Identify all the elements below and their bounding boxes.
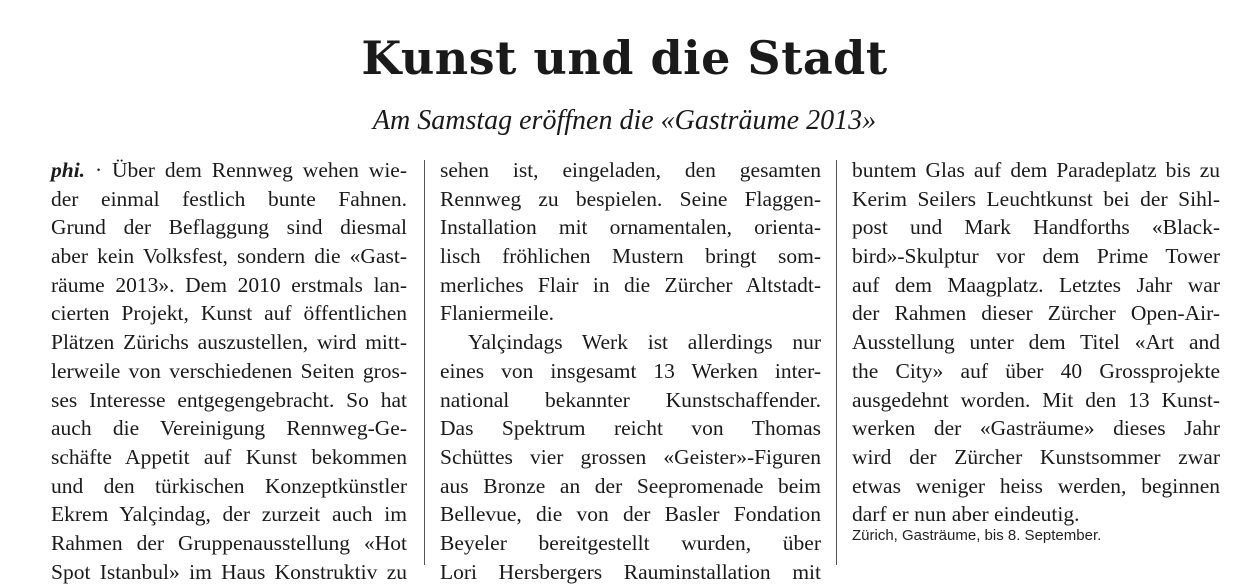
column-line-text: · Über dem Rennweg wehen wie- [85,158,407,182]
column-line: sehen ist, eingeladen, den gesamten [440,158,821,182]
headline: Kunst und die Stadt [361,31,888,85]
column-line: Yalçindags Werk ist allerdings nur [468,330,821,355]
column-line: Beyeler bereitgestellt wurden, über [440,530,821,555]
column-line: the City» auf über 40 Grossprojekte [852,358,1220,383]
column-line: darf er nun aber eindeutig. [852,502,1080,527]
column-divider [836,160,837,565]
article-column-2 [440,156,821,586]
column-line: etwas weniger heiss werden, beginnen [852,473,1220,498]
column-line: Installation mit ornamentalen, orienta- [440,215,821,240]
column-line: cierten Projekt, Kunst auf öffentlichen [51,301,407,326]
column-line: eines von insgesamt 13 Werken inter- [440,358,821,383]
column-line: auf dem Maagplatz. Letztes Jahr war [852,272,1220,297]
subtitle: Am Samstag eröffnen die «Gasträume 2013» [372,105,877,136]
column-line: Flaniermeile. [440,301,555,326]
article-column-1 [51,156,407,586]
column-line: merliches Flair in die Zürcher Altstadt- [440,272,821,297]
column-line: räume 2013». Dem 2010 erstmals lan- [51,272,407,297]
column-line: Grund der Beflaggung sind diesmal [51,215,407,240]
author-initials: phi. [51,158,86,182]
column-line: aber kein Volksfest, sondern die «Gast- [51,244,407,269]
column-line: schäfte Appetit auf Kunst bekommen [51,444,407,469]
column-line: Bellevue, die von der Basler Fondation [440,502,821,527]
column-line: lerweile von verschiedenen Seiten gros- [51,358,407,383]
column-line: Spot Istanbul» im Haus Konstruktiv zu [51,559,407,584]
column-line: Lori Hersbergers Rauminstallation mit [440,559,821,584]
column-line [51,156,407,185]
event-footnote: Zürich, Gasträume, bis 8. September. [852,527,1102,544]
column-line: bird»-Skulptur vor dem Prime Tower [852,244,1220,269]
column-line: national bekannter Kunstschaffender. [440,387,821,412]
column-line: Schüttes vier grossen «Geister»-Figuren [440,444,821,469]
column-line: aus Bronze an der Seepromenade beim [440,473,821,498]
column-line: Rahmen der Gruppenausstellung «Hot [51,530,407,555]
column-line: Das Spektrum reicht von Thomas [440,416,821,441]
column-line: und den türkischen Konzeptkünstler [51,473,407,498]
column-line: ausgedehnt worden. Mit den 13 Kunst- [852,387,1220,412]
column-line: lisch fröhlichen Mustern bringt som- [440,244,821,269]
column-line: der einmal festlich bunte Fahnen. [51,186,407,211]
column-line: auch die Vereinigung Rennweg-Ge- [51,416,407,441]
column-line: post und Mark Handforths «Black- [852,215,1220,240]
column-line: Ekrem Yalçindag, der zurzeit auch im [51,502,407,527]
column-divider [424,160,425,565]
column-line: der Rahmen dieser Zürcher Open-Air- [852,301,1220,326]
column-line: werken der «Gasträume» dieses Jahr [852,416,1220,441]
column-line: Rennweg zu bespielen. Seine Flaggen- [440,186,821,211]
column-line: buntem Glas auf dem Paradeplatz bis zu [852,158,1220,182]
article-column-3 [852,156,1220,529]
column-line: Plätzen Zürichs auszustellen, wird mitt- [51,330,407,355]
column-line: wird der Zürcher Kunstsommer zwar [852,444,1220,469]
column-line: Kerim Seilers Leuchtkunst bei der Sihl- [852,186,1220,211]
column-line: Ausstellung unter dem Titel «Art and [852,330,1220,355]
column-line: ses Interesse entgegengebracht. So hat [51,387,407,412]
